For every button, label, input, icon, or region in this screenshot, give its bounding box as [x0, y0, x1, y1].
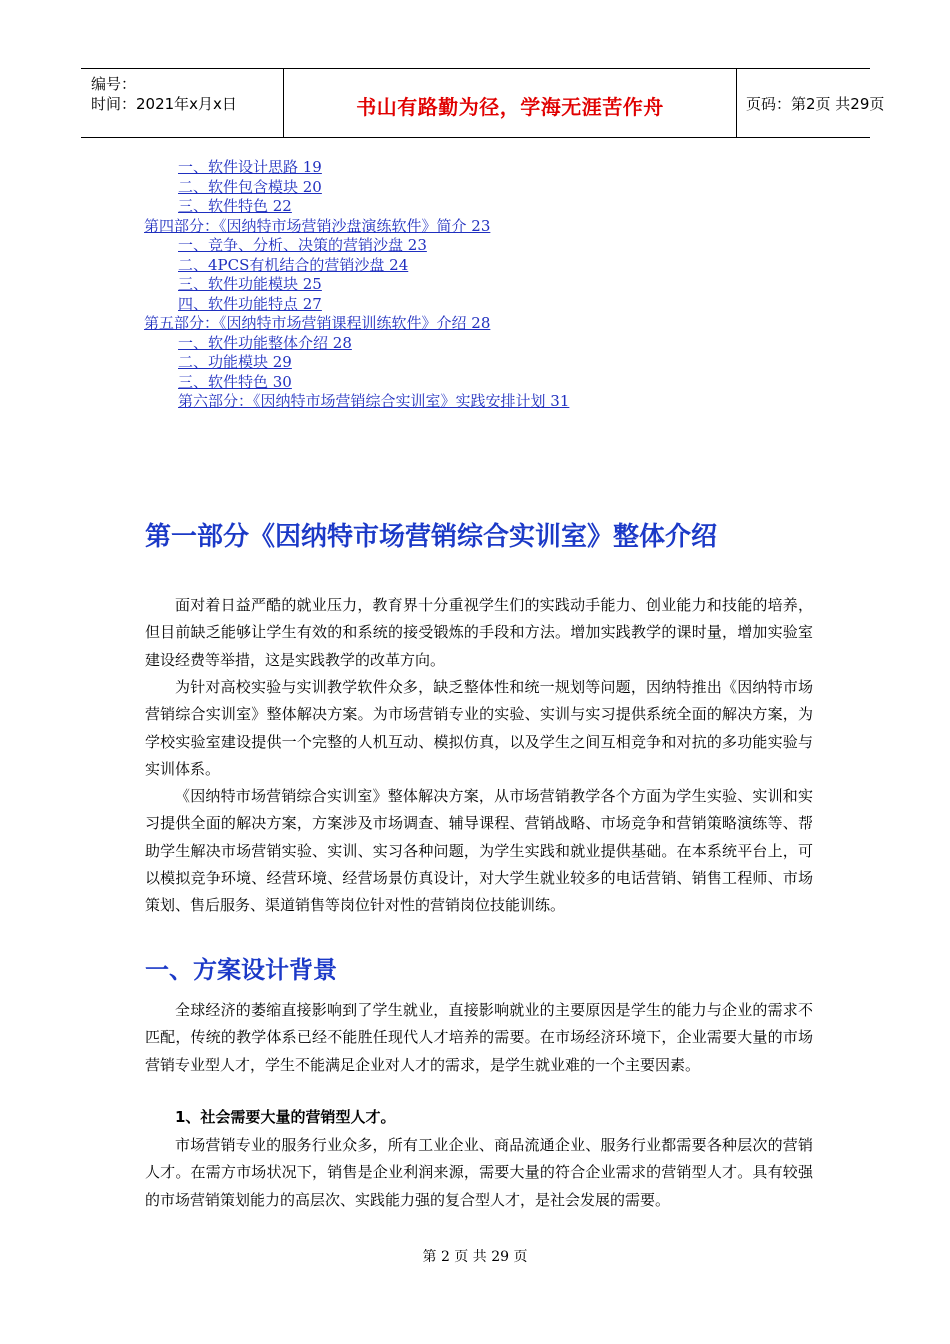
- toc-link[interactable]: 二、4PCS有机结合的营销沙盘 24: [178, 255, 409, 274]
- section1-title: 第一部分《因纳特市场营销综合实训室》整体介绍: [145, 522, 718, 552]
- page-footer: 第 2 页 共 29 页: [422, 1249, 528, 1265]
- section1-paragraph: 为针对高校实验与实训教学软件众多，缺乏整体性和统一规划等问题，因纳特推出《因纳特市场营销综合实训室》整体解决方案。为市场营销专业的实验、实训与实习提供系统全面的解决方案，为学校实验室建设提供一个完整的人机互动、模拟仿真，以及学生之间互相竞争和对抗的多功能实验与实训体系。: [145, 678, 813, 778]
- toc-link[interactable]: 第四部分：《因纳特市场营销沙盘演练软件》简介 23: [144, 216, 491, 235]
- toc-link[interactable]: 一、软件功能整体介绍 28: [178, 333, 352, 352]
- toc-link[interactable]: 四、软件功能特点 27: [178, 294, 322, 313]
- section2-paragraph: 市场营销专业的服务行业众多，所有工业企业、商品流通企业、服务行业都需要各种层次的营销人才。在需方市场状况下，销售是企业利润来源，需要大量的符合企业需求的营销型人才。具有较强的市场营销策划能力的高层次、实践能力强的复合型人才，是社会发展的需要。: [145, 1136, 813, 1209]
- section1-paragraph: 面对着日益严酷的就业压力，教育界十分重视学生们的实践动手能力、创业能力和技能的培养，但目前缺乏能够让学生有效的和系统的接受锻炼的手段和方法。增加实践教学的课时量，增加实验室建设经费等举措，这是实践教学的改革方向。: [145, 596, 813, 669]
- toc-link[interactable]: 第六部分：《因纳特市场营销综合实训室》实践安排计划 31: [178, 392, 570, 410]
- toc-link[interactable]: 三、软件特色 22: [178, 197, 292, 215]
- header-center-cell: [283, 69, 737, 137]
- page-info: 页码：第2页 共29页: [746, 95, 885, 113]
- code-label: 编号：: [91, 75, 137, 93]
- time-label: 时间：2021年x月x日: [91, 95, 237, 113]
- toc-link[interactable]: 第五部分：《因纳特市场营销课程训练软件》介绍 28: [144, 314, 491, 332]
- toc-link[interactable]: 三、软件特色 30: [178, 372, 292, 391]
- toc-link[interactable]: 二、功能模块 29: [178, 353, 292, 371]
- section2-paragraph: 全球经济的萎缩直接影响到了学生就业，直接影响就业的主要原因是学生的能力与企业的需求不匹配，传统的教学体系已经不能胜任现代人才培养的需要。在市场经济环境下，企业需要大量的市场营销专业型人才，学生不能满足企业对人才的需求，是学生就业难的一个主要因素。: [145, 1001, 813, 1074]
- section2-subtitle: 1、社会需要大量的营销型人才。: [175, 1108, 396, 1126]
- section2-title: 一、方案设计背景: [145, 956, 337, 984]
- header-right-cell: [736, 69, 885, 137]
- toc-link[interactable]: 三、软件功能模块 25: [178, 275, 322, 293]
- header-table: [81, 68, 885, 138]
- header-left-cell: [81, 69, 283, 137]
- toc-link[interactable]: 二、软件包含模块 20: [178, 177, 322, 196]
- toc-link[interactable]: 一、竞争、分析、决策的营销沙盘 23: [178, 236, 427, 254]
- motto: 书山有路勤为径，学海无涯苦作舟: [356, 95, 664, 119]
- section1-paragraph: 《因纳特市场营销综合实训室》整体解决方案，从市场营销教学各个方面为学生实验、实训和实习提供全面的解决方案，方案涉及市场调查、辅导课程、营销战略、市场竞争和营销策略演练等、帮助学生解决市场营销实验、实训、实习各种问题，为学生实践和就业提供基础。在本系统平台上，可以模拟竞争环境、经营环境、经营场景仿真设计，对大学生就业较多的电话营销、销售工程师、市场策划、售后服务、渠道销售等岗位针对性的营销岗位技能训练。: [145, 787, 813, 915]
- toc-link[interactable]: 一、软件设计思路 19: [178, 158, 322, 176]
